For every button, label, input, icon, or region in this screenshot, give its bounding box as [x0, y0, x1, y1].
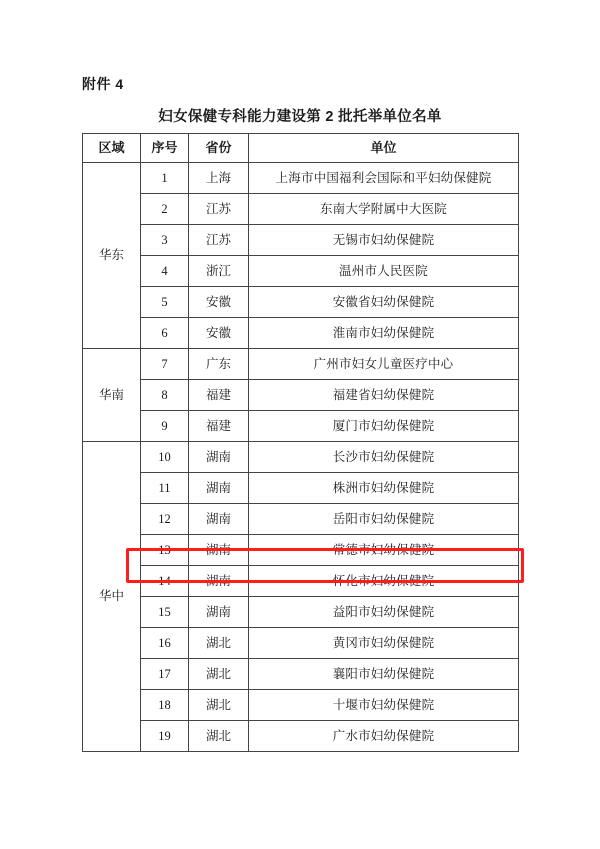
province-cell: 湖南: [189, 442, 249, 473]
unit-cell: 常德市妇幼保健院: [249, 535, 519, 566]
seq-cell: 6: [141, 318, 189, 349]
table-row: [83, 442, 519, 473]
table-row: [83, 349, 519, 380]
unit-cell: 安徽省妇幼保健院: [249, 287, 519, 318]
table-header: [83, 134, 519, 163]
column-header-unit: 单位: [249, 134, 519, 163]
seq-cell: 18: [141, 690, 189, 721]
unit-cell: 淮南市妇幼保健院: [249, 318, 519, 349]
seq-cell: 2: [141, 194, 189, 225]
table-row: [83, 566, 519, 597]
seq-cell: 11: [141, 473, 189, 504]
unit-cell: 广州市妇女儿童医疗中心: [249, 349, 519, 380]
page-title: 妇女保健专科能力建设第 2 批托举单位名单: [158, 109, 442, 125]
table-row: [83, 411, 519, 442]
seq-cell: 5: [141, 287, 189, 318]
province-cell: 福建: [189, 411, 249, 442]
region-cell-huadong: 华东: [83, 163, 141, 349]
province-cell: 上海: [189, 163, 249, 194]
province-cell: 湖南: [189, 597, 249, 628]
unit-cell: 十堰市妇幼保健院: [249, 690, 519, 721]
seq-cell: 19: [141, 721, 189, 752]
table-row: [83, 256, 519, 287]
seq-cell: 13: [141, 535, 189, 566]
table-row: [83, 225, 519, 256]
seq-cell: 9: [141, 411, 189, 442]
table-row: [83, 659, 519, 690]
seq-cell: 15: [141, 597, 189, 628]
table-row: [83, 194, 519, 225]
province-cell: 安徽: [189, 287, 249, 318]
region-cell-huazhong: 华中: [83, 442, 141, 752]
seq-cell: 16: [141, 628, 189, 659]
seq-cell: 4: [141, 256, 189, 287]
unit-cell: 厦门市妇幼保健院: [249, 411, 519, 442]
seq-cell: 10: [141, 442, 189, 473]
unit-cell: 广水市妇幼保健院: [249, 721, 519, 752]
table-row: [83, 163, 519, 194]
province-cell: 湖北: [189, 690, 249, 721]
table-row: [83, 597, 519, 628]
column-header-region: 区域: [83, 134, 141, 163]
province-cell: 江苏: [189, 225, 249, 256]
table-row: [83, 690, 519, 721]
province-cell: 湖南: [189, 473, 249, 504]
province-cell: 福建: [189, 380, 249, 411]
unit-cell: 岳阳市妇幼保健院: [249, 504, 519, 535]
seq-cell: 12: [141, 504, 189, 535]
listing-table-container: [82, 133, 518, 752]
table-row: [83, 504, 519, 535]
table-row-highlighted: [83, 535, 519, 566]
province-cell: 湖北: [189, 628, 249, 659]
province-cell: 浙江: [189, 256, 249, 287]
column-header-province: 省份: [189, 134, 249, 163]
province-cell: 广东: [189, 349, 249, 380]
table-row: [83, 287, 519, 318]
attachment-label: 附件 4: [82, 76, 124, 92]
table-body: [83, 163, 519, 752]
province-cell: 湖北: [189, 659, 249, 690]
table-row: [83, 628, 519, 659]
seq-cell: 3: [141, 225, 189, 256]
table-row: [83, 721, 519, 752]
province-cell: 安徽: [189, 318, 249, 349]
province-cell: 湖南: [189, 504, 249, 535]
listing-table: [82, 133, 519, 752]
unit-cell: 长沙市妇幼保健院: [249, 442, 519, 473]
seq-cell: 1: [141, 163, 189, 194]
unit-cell: 株洲市妇幼保健院: [249, 473, 519, 504]
table-header-row: [83, 134, 519, 163]
seq-cell: 7: [141, 349, 189, 380]
table-row: [83, 318, 519, 349]
unit-cell: 福建省妇幼保健院: [249, 380, 519, 411]
province-cell: 湖南: [189, 535, 249, 566]
unit-cell: 怀化市妇幼保健院: [249, 566, 519, 597]
region-cell-huanan: 华南: [83, 349, 141, 442]
seq-cell: 8: [141, 380, 189, 411]
unit-cell: 黄冈市妇幼保健院: [249, 628, 519, 659]
province-cell: 湖南: [189, 566, 249, 597]
unit-cell: 襄阳市妇幼保健院: [249, 659, 519, 690]
unit-cell: 上海市中国福利会国际和平妇幼保健院: [249, 163, 519, 194]
unit-cell: 益阳市妇幼保健院: [249, 597, 519, 628]
table-row: [83, 380, 519, 411]
province-cell: 江苏: [189, 194, 249, 225]
unit-cell: 东南大学附属中大医院: [249, 194, 519, 225]
seq-cell: 14: [141, 566, 189, 597]
column-header-seq: 序号: [141, 134, 189, 163]
table-row: [83, 473, 519, 504]
province-cell: 湖北: [189, 721, 249, 752]
unit-cell: 温州市人民医院: [249, 256, 519, 287]
seq-cell: 17: [141, 659, 189, 690]
unit-cell: 无锡市妇幼保健院: [249, 225, 519, 256]
